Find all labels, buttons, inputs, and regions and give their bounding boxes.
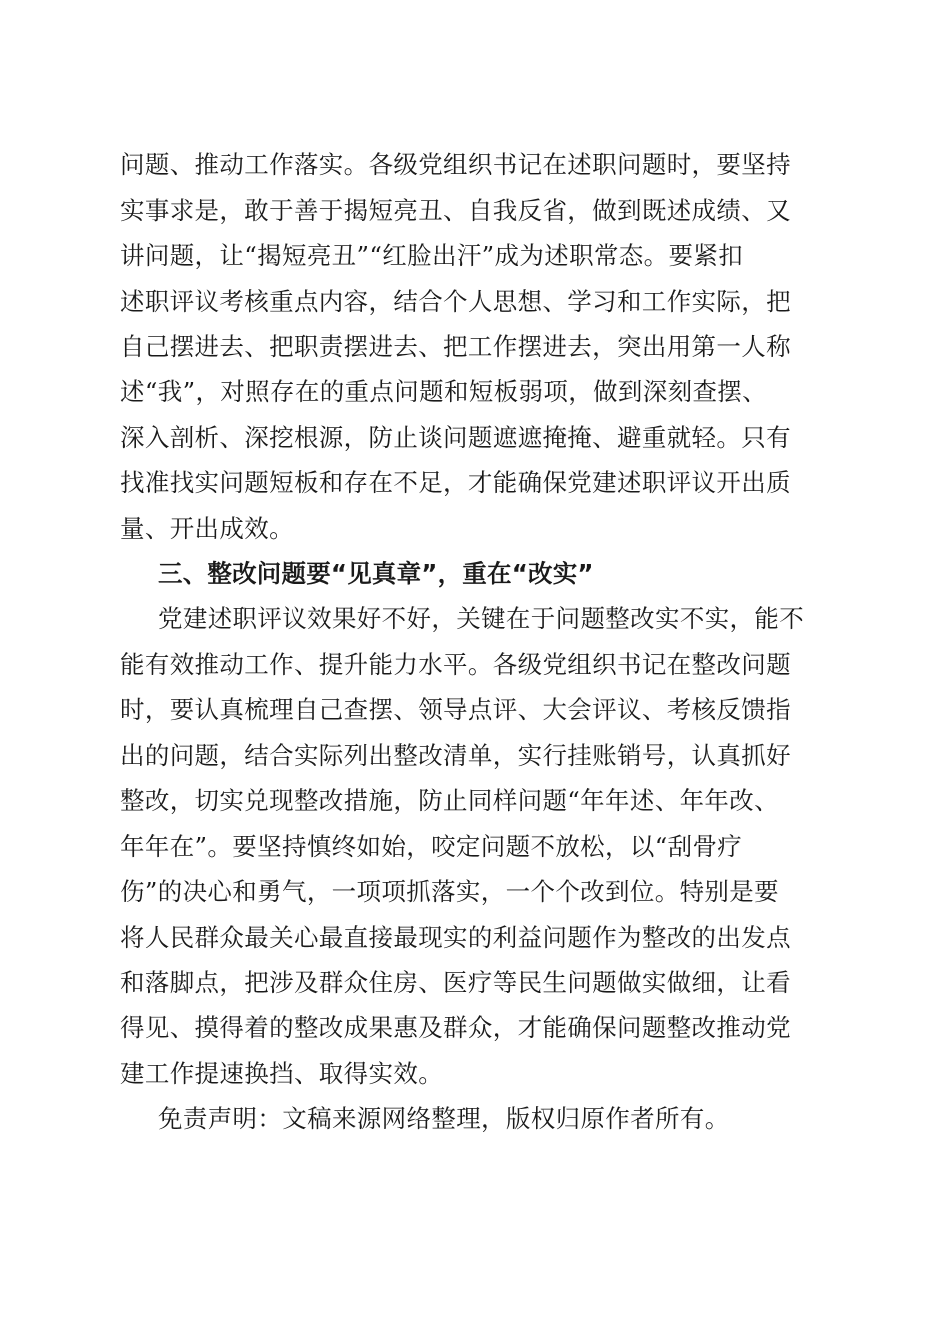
- paragraph-line: 建工作提速换挡、取得实效。: [120, 1059, 444, 1088]
- paragraph-line: 党建述职评议效果好不好，关键在于问题整改实不实，能不: [158, 604, 805, 633]
- paragraph-line: 时，要认真梳理自己查摆、领导点评、大会评议、考核反馈指: [120, 695, 791, 724]
- disclaimer: 免责声明：文稿来源网络整理，版权归原作者所有。: [158, 1104, 730, 1133]
- paragraph-line: 伤”的决心和勇气，一项项抓落实，一个个改到位。特别是要: [120, 877, 779, 906]
- section-heading: 三、整改问题要“见真章”，重在“改实”: [158, 559, 594, 588]
- paragraph-line: 问题、推动工作落实。各级党组织书记在述职问题时，要坚持: [120, 150, 791, 179]
- paragraph-line: 出的问题，结合实际列出整改清单，实行挂账销号，认真抓好: [120, 741, 791, 770]
- paragraph-line: 深入剖析、深挖根源，防止谈问题遮遮掩掩、避重就轻。只有: [120, 423, 791, 452]
- paragraph-line: 自己摆进去、把职责摆进去、把工作摆进去，突出用第一人称: [120, 332, 791, 361]
- paragraph-line: 能有效推动工作、提升能力水平。各级党组织书记在整改问题: [120, 650, 791, 679]
- paragraph-line: 将人民群众最关心最直接最现实的利益问题作为整改的出发点: [120, 923, 791, 952]
- paragraph-line: 量、开出成效。: [120, 514, 294, 543]
- paragraph-line: 述“我”，对照存在的重点问题和短板弱项，做到深刻查摆、: [120, 377, 767, 406]
- paragraph-line: 述职评议考核重点内容，结合个人思想、学习和工作实际，把: [120, 287, 791, 316]
- paragraph-line: 讲问题，让“揭短亮丑”“红脸出汗”成为述职常态。要紧扣: [120, 241, 744, 270]
- paragraph-line: 找准找实问题短板和存在不足，才能确保党建述职评议开出质: [120, 468, 791, 497]
- paragraph-line: 年年在”。要坚持慎终如始，咬定问题不放松，以“刮骨疗: [120, 832, 743, 861]
- paragraph-line: 整改，切实兑现整改措施，防止同样问题“年年述、年年改、: [120, 786, 779, 815]
- paragraph-line: 得见、摸得着的整改成果惠及群众，才能确保问题整改推动党: [120, 1013, 791, 1042]
- paragraph-line: 和落脚点，把涉及群众住房、医疗等民生问题做实做细，让看: [120, 968, 791, 997]
- paragraph-line: 实事求是，敢于善于揭短亮丑、自我反省，做到既述成绩、又: [120, 196, 791, 225]
